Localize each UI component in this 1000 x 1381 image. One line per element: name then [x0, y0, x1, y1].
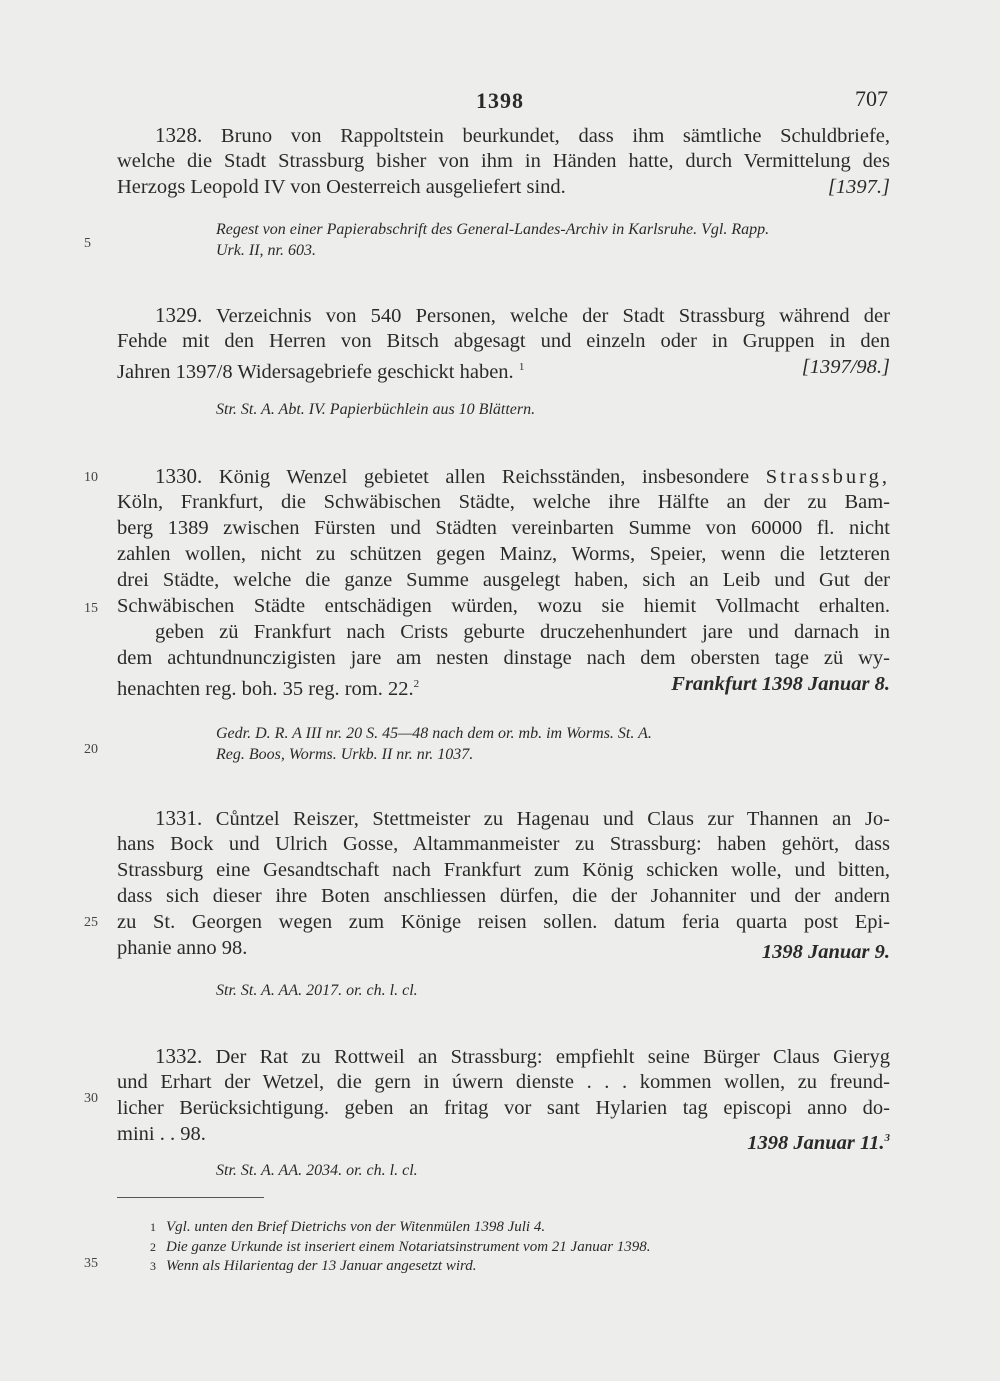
entry-number: 1328. [155, 123, 203, 147]
entry-date: 1398 Januar 9. [761, 941, 890, 963]
page-number: 707 [855, 86, 888, 111]
line-number: 35 [84, 1256, 98, 1271]
entry-date: Frankfurt 1398 Januar 8. [671, 673, 890, 695]
entry-number: 1331. [155, 806, 203, 830]
line-number: 20 [84, 742, 98, 757]
entry-number: 1332. [155, 1044, 203, 1068]
entry-text-line: Köln, Frankfurt, die Schwäbischen Städte, welche ihre Hälfte an der zu Bam- [117, 491, 890, 513]
entry-text-line: König Wenzel gebietet allen Reichsständen, insbesondere [218, 466, 750, 488]
footnote-text: Wenn als Hilarientag der 13 Januar angesetzt wird. [166, 1258, 477, 1274]
footnote-mark: 1 [150, 1220, 156, 1234]
footnote-rule [117, 1197, 264, 1198]
entry-1331-source: Str. St. A. AA. 2017. or. ch. l. cl. [216, 982, 418, 999]
entry-date: [1397/98.] [801, 356, 890, 378]
entry-text-line: geben zü Frankfurt nach Crists geburte druczehenhundert jare und darnach in [155, 621, 890, 643]
entry-text-line: zu St. Georgen wegen zum Könige reisen sollen. datum feria quarta post Epi- [117, 911, 890, 933]
entry-text-line: berg 1389 zwischen Fürsten und Städten vereinbarten Summe von 60000 fl. nicht [117, 517, 890, 539]
entry-date [747, 1125, 890, 1156]
entry-1330 [117, 463, 890, 700]
entry-text-emphasis: Strassburg, [765, 466, 890, 488]
footnote-text: Die ganze Urkunde ist inseriert einem Notariatsinstrument vom 21 Januar 1398. [166, 1239, 651, 1255]
entry-text-line: dem achtundnunczigisten jare am nesten dinstage nach dem obersten tage zü wy- [117, 647, 890, 669]
footnote [150, 1218, 545, 1237]
source-line: Gedr. D. R. A III nr. 20 S. 45—48 nach dem or. mb. im Worms. St. A. [216, 725, 652, 742]
line-number: 10 [84, 470, 98, 485]
footnote-ref: 3 [884, 1132, 890, 1144]
entry-text-line: welche die Stadt Strassburg bisher von ihm in Händen hatte, durch Vermittelung des [117, 150, 890, 172]
entry-text-line: dass sich dieser ihre Boten anschliessen dürfen, die der Johanniter und der andern [117, 885, 890, 907]
footnote [150, 1238, 651, 1257]
entry-text-line: mini . . 98. [117, 1123, 206, 1145]
line-number: 30 [84, 1091, 98, 1106]
running-head-year: 1398 [476, 88, 524, 113]
entry-1332-source: Str. St. A. AA. 2034. or. ch. l. cl. [216, 1162, 418, 1179]
source-line: Reg. Boos, Worms. Urkb. II nr. nr. 1037. [216, 746, 474, 763]
entry-text-line: licher Berücksichtigung. geben an fritag vor sant Hylarien tag episcopi anno do- [117, 1097, 890, 1119]
entry-text-line: Jahren 1397/8 Widersagebriefe geschickt haben. [117, 360, 514, 383]
source-line: Urk. II, nr. 603. [216, 242, 316, 259]
entry-date-text: 1398 Januar 11. [747, 1131, 885, 1154]
entry-1328 [117, 122, 890, 200]
footnote-ref: 1 [518, 361, 525, 373]
entry-1331 [117, 805, 890, 961]
entry-text-line: Herzogs Leopold IV von Oesterreich ausgeliefert sind. [117, 176, 566, 198]
entry-text-line: drei Städte, welche die ganze Summe ausgelegt haben, sich an Leib und Gut der [117, 569, 890, 591]
entry-text-line: Strassburg eine Gesandtschaft nach Frankfurt zum König schicken wolle, und bitten, [117, 859, 890, 881]
entry-1332 [117, 1043, 890, 1154]
entry-date: [1397.] [827, 176, 890, 198]
entry-text-line: phanie anno 98. [117, 937, 248, 959]
source-line: Regest von einer Papierabschrift des General-Landes-Archiv in Karlsruhe. Vgl. Rapp. [216, 221, 770, 238]
entry-text-line: und Erhart der Wetzel, die gern in úwern dienste . . . kommen wollen, zu freund- [117, 1071, 890, 1093]
footnote-mark: 2 [150, 1240, 156, 1254]
footnote-ref: 2 [413, 678, 420, 690]
entry-text-line: Der Rat zu Rottweil an Strassburg: empfiehlt seine Bürger Claus Gieryg [215, 1046, 890, 1068]
entry-number: 1329. [155, 303, 203, 327]
footnote-mark: 3 [150, 1259, 156, 1273]
entry-text-line: Fehde mit den Herren von Bitsch abgesagt und einzeln oder in Gruppen in den [117, 330, 890, 352]
footnote-text: Vgl. unten den Brief Dietrichs von der Witenmülen 1398 Juli 4. [166, 1219, 546, 1235]
entry-text-line: Bruno von Rappoltstein beurkundet, dass ihm sämtliche Schuldbriefe, [220, 125, 890, 147]
entry-text-line: zahlen wollen, nicht zu schützen gegen Mainz, Worms, Speier, wenn die letzteren [117, 543, 890, 565]
entry-1329 [117, 302, 890, 383]
line-number: 15 [84, 601, 98, 616]
entry-text-line: Schwäbischen Städte entschädigen würden, wozu sie hiemit Vollmacht erhalten. [117, 595, 890, 617]
line-number: 25 [84, 915, 98, 930]
entry-1330-source [216, 723, 892, 765]
entry-1328-source [216, 219, 892, 261]
entry-text-line: henachten reg. boh. 35 reg. rom. 22. [117, 677, 414, 700]
entry-number: 1330. [155, 464, 203, 488]
line-number: 5 [84, 236, 91, 251]
entry-text-line: Verzeichnis von 540 Personen, welche der Stadt Strassburg während der [216, 305, 890, 327]
entry-text-line: hans Bock und Ulrich Gosse, Altammanmeister zu Strassburg: haben gehört, dass [117, 833, 890, 855]
footnote [150, 1257, 477, 1276]
entry-1329-source: Str. St. A. Abt. IV. Papierbüchlein aus 10 Blättern. [216, 401, 536, 418]
entry-text-line: Cůntzel Reiszer, Stettmeister zu Hagenau und Claus zur Thannen an Jo- [215, 808, 890, 830]
